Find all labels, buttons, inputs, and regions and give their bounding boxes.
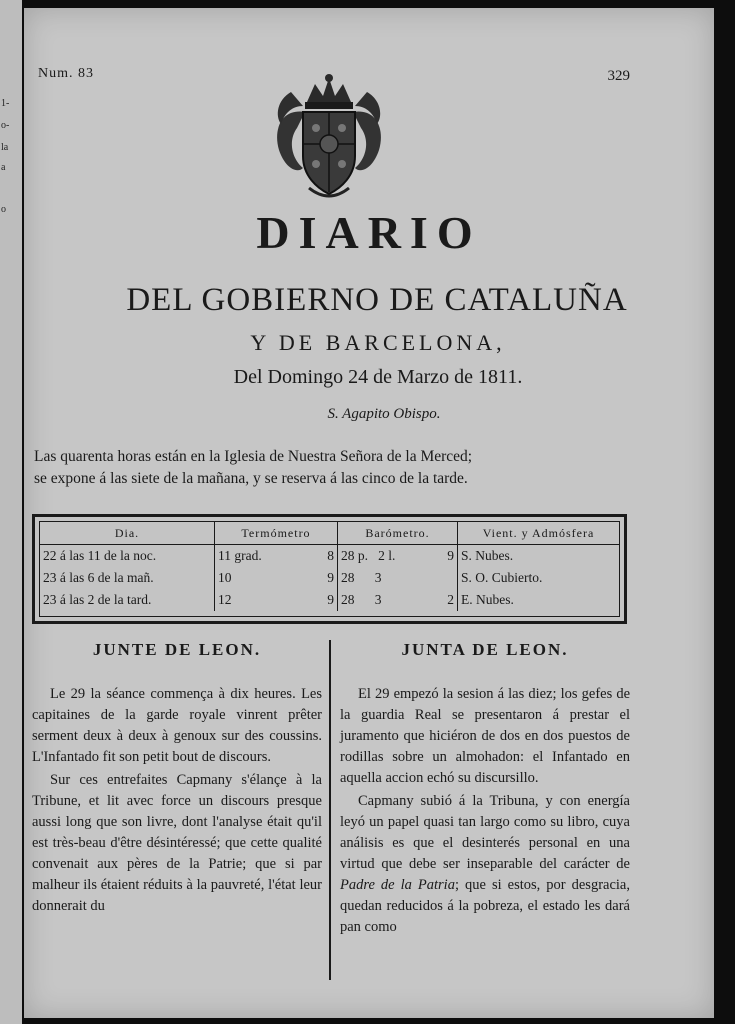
page-number: 329: [607, 68, 630, 84]
spanish-column-text: [340, 684, 630, 938]
column-divider: [329, 640, 331, 980]
cell-viento: S. O. Cubierto.: [461, 570, 543, 585]
spanish-column-heading: JUNTA DE LEON.: [401, 640, 569, 659]
paragraph: Sur ces entrefaites Capmany s'élançe à la Tribune, et lit avec force un discours presque aussi long que son livre, dont l'analyse était qu'il est très-beau d'être désintéressé; que cette qualité convenait aux pères de la Patrie; que si par malheur ils étaient réduits à la pauvreté, l'état leur donnerait du: [32, 772, 322, 914]
coat-of-arms-icon: [267, 72, 391, 204]
cell-viento: S. Nubes.: [461, 548, 514, 563]
table-row: [40, 567, 619, 589]
header-termometro: Termómetro: [215, 522, 338, 545]
header-viento: Vient. y Admósfera: [458, 522, 620, 545]
issue-number: Num. 83: [38, 66, 94, 81]
cell-termometro: 12 9: [215, 589, 338, 611]
cell-termometro: 10 9: [215, 567, 338, 589]
paragraph: Le 29 la séance commença à dix heures. Les capitaines de la garde royale vinrent prêter serment deux à deux à genoux sur des coussins. L'Infantado fit son petit bout de discours.: [32, 686, 322, 765]
church-notice: [34, 446, 634, 490]
newspaper-subtitle-city: Y DE BARCELONA,: [250, 330, 506, 355]
header-barometro: Barómetro.: [338, 522, 458, 545]
cell-dia: 23 á las 6 de la mañ.: [40, 567, 215, 589]
notice-line: Las quarenta horas están en la Iglesia de Nuestra Señora de la Merced;: [34, 448, 473, 465]
cell-termometro: 11 grad. 8: [215, 545, 338, 568]
paragraph: Capmany subió á la Tribuna, y con energía leyó un papel quasi tan largo como su libro, cuya análisis es que el desinterés personal en una virtud que debe ser inseparable del carácter de Padre de la Patria; que si estos, por desgracia, quedan reducidos á la pobreza, el estado les dará pan como: [340, 793, 630, 935]
cell-barometro: 28 3: [338, 567, 458, 589]
table-row: [40, 545, 619, 568]
cell-dia: 22 á las 11 de la noc.: [40, 545, 215, 568]
weather-table: [40, 522, 619, 611]
adjacent-page-edge: 1- o- la a o: [0, 0, 22, 1024]
french-column: [32, 640, 322, 919]
cell-barometro: 28 3 2: [338, 589, 458, 611]
cell-barometro: 28 p. 2 l. 9: [338, 545, 458, 568]
newspaper-subtitle: DEL GOBIERNO DE CATALUÑA: [126, 282, 628, 318]
cell-dia: 23 á las 2 de la tard.: [40, 589, 215, 611]
paragraph: El 29 empezó la sesion á las diez; los gefes de la guardia Real se presentaron á prestar el juramento que hiciéron de dos en dos puestos de rodillas sobre un almohadon: el Infantado en aquella accion echó su discursillo.: [340, 686, 630, 786]
issue-date: Del Domingo 24 de Marzo de 1811.: [233, 366, 523, 388]
newspaper-title: DIARIO: [256, 207, 482, 258]
header-dia: Dia.: [40, 522, 215, 545]
french-column-text: [32, 684, 322, 917]
cell-viento: E. Nubes.: [461, 592, 514, 607]
weather-table-frame: [32, 514, 627, 624]
saint-of-day: S. Agapito Obispo.: [327, 406, 441, 422]
table-row: [40, 589, 619, 611]
spanish-column: [340, 640, 630, 940]
notice-line: se expone á las siete de la mañana, y se reserva á las cinco de la tarde.: [34, 470, 468, 487]
french-column-heading: JUNTE DE LEON.: [92, 640, 262, 659]
newspaper-page: [24, 8, 714, 1018]
